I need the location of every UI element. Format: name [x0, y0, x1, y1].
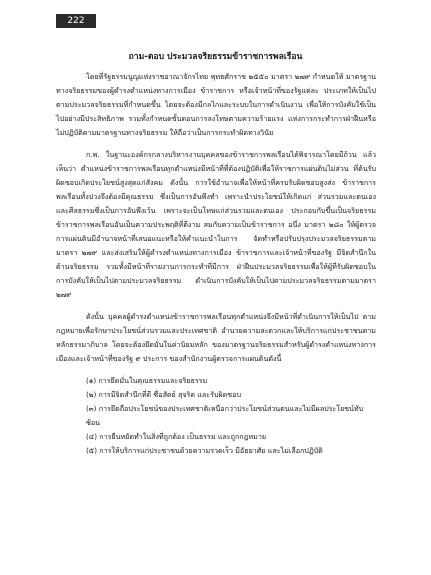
- list-item: (๑) การยึดมั่นในคุณธรรมและจริยธรรม: [86, 376, 208, 385]
- list-item: (๕) การให้บริการแก่ประชาชนด้วยความรวดเร็ว มีอัธยาศัย และไม่เลือกปฏิบัติ: [86, 446, 323, 455]
- paragraph-core-values-intro: ดังนั้น บุคคลผู้ดำรงตำแหน่งข้าราชการพลเรือนทุกตำแหน่งจึงมีหน้าที่ดำเนินการให้เป็นไป ตามกฎหมายเพื่อรักษาประโยชน์ส่วนรวมและประเทศชาติ อำนวยความสะดวกและให้บริการแก่ประชาชนตามหลักธรรมาภิบาล โดยจะต้องยึดมั่นในค่านิยมหลัก ของมาตรฐานจริยธรรมสำหรับผู้ดำรงตำแหน่งทางการเมืองและเจ้าหน้าที่ของรัฐ ๙ ประการ ของสำนักงานผู้ตรวจการแผ่นดินดังนี้: [56, 312, 376, 363]
- document-body: [56, 70, 376, 458]
- paragraph-constitution: โดยที่รัฐธรรมนูญแห่งราชอาณาจักรไทย พุทธศักราช ๒๕๕๐ มาตรา ๒๗๙ กำหนดให้ มาตรฐานทางจริยธรรมของผู้ดำรงตำแหน่งทางการเมือง ข้าราชการ หรือเจ้าหน้าที่ของรัฐแต่ละ ประเภทให้เป็นไปตามประมวลจริยธรรมที่กำหนดขึ้น โดยจะต้องมีกลไกและระบบในการดำเนินงาน เพื่อให้การบังคับใช้เป็นไปอย่างมีประสิทธิภาพ รวมทั้งกำหนดขั้นตอนการลงโทษตามความร้ายแรง แห่งการกระทำการฝ่าฝืนหรือไม่ปฏิบัติตามมาตรฐานทางจริยธรรม ให้ถือว่าเป็นการกระทำผิดทางวินัย: [56, 72, 376, 137]
- document-title: ถาม-ตอบ ประมวลจริยธรรมข้าราชการพลเรือน: [128, 52, 303, 62]
- list-item: (๒) การมีจิตสำนึกที่ดี ซื่อสัตย์ สุจริต และรับผิดชอบ: [86, 390, 241, 399]
- core-values-list: [56, 374, 376, 458]
- list-item: (๔) การยืนหยัดทำในสิ่งที่ถูกต้อง เป็นธรรม และถูกกฎหมาย: [86, 432, 267, 441]
- page-number-badge: 222: [56, 14, 96, 28]
- list-item: (๓) การยึดถือประโยชน์ของประเทศชาติเหนือกว่าประโยชน์ส่วนตนและไม่มีผลประโยชน์ทับซ้อน: [86, 404, 364, 427]
- paragraph-civil-service-commission: ก.พ. ในฐานะองค์กรกลางบริหารงานบุคคลของข้าราชการพลเรือนได้พิจารณาโดยมีถ้วน แล้วเห็นว่า ตำแหน่งข้าราชการพลเรือนทุกตำแหน่งมีหน้าที่ที่ต้องปฏิบัติเพื่อให้ราชการแผ่นดินไม่ส่วน ที่ต้นรับผิดชอบเกิดประโยชน์สูงสุดแก่สังคม ดังนั้น การใช้อำนาจเพื่อให้หน้าที่ครบรับผิดชอบสูงส่ง ข้าราชการพลเรือนทั้งปวงจึงต้องมีคุณธรรม ซึ่งเป็นการอันพึงทำ เพราะนำประโยชน์ให้เกิดแก่ ส่วนรวมและตนเองและศีลธรรมซึ่งเป็นการอันพึงเว้น เพราะจะเป็นโทษแก่ส่วนรวมและตนเอง ประกอบกับขึ้นเป็นจริยธรรมข้าราชการพลเรือนอันเป็นความประพฤติที่ดีงาม สมกับความเป็นข้าราชการ อนึ่ง มาตรา ๒๘๐ ให้ผู้ตรวจการแผ่นดินมีอำนาจหน้าที่เสนอแนะหรือให้คำแนะนำในการ จัดทำหรือปรับปรุงประมวลจริยธรรมตามมาตรา ๒๗๙ และส่งเสริมให้ผู้ดำรงตำแหน่งทางการเมือง ข้าราชการและเจ้าหน้าที่ของรัฐ มีจิตสำนึกในด้านจริยธรรม รวมทั้งมีหน้าที่รายงานการกระทำที่มีการ ฝ่าฝืนประมวลจริยธรรมเพื่อให้ผู้ที่รับผิดชอบในการบังคับให้เป็นไปตามประมวลจริยธรรม ดำเนินการบังคับให้เป็นไปตามประมวลจริยธรรมตามมาตรา ๒๗๙: [56, 150, 376, 299]
